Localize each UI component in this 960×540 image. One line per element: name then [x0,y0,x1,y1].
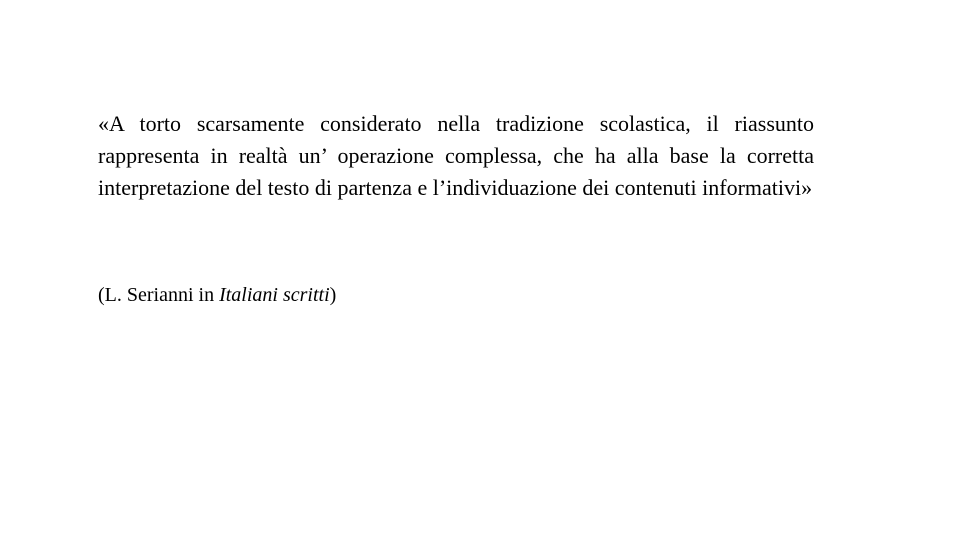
citation [98,279,336,311]
citation-work-title: Italiani scritti [219,284,330,306]
quote-text: «A torto scarsamente considerato nella tradizione scolastica, il riassunto rappresenta in realtà un’ operazione complessa, che ha alla base la corretta interpretazione del testo di partenza e l’individuazione dei contenuti informativi» [98,111,814,200]
citation-author: (L. Serianni in [98,284,220,306]
citation-close: ) [329,284,337,306]
